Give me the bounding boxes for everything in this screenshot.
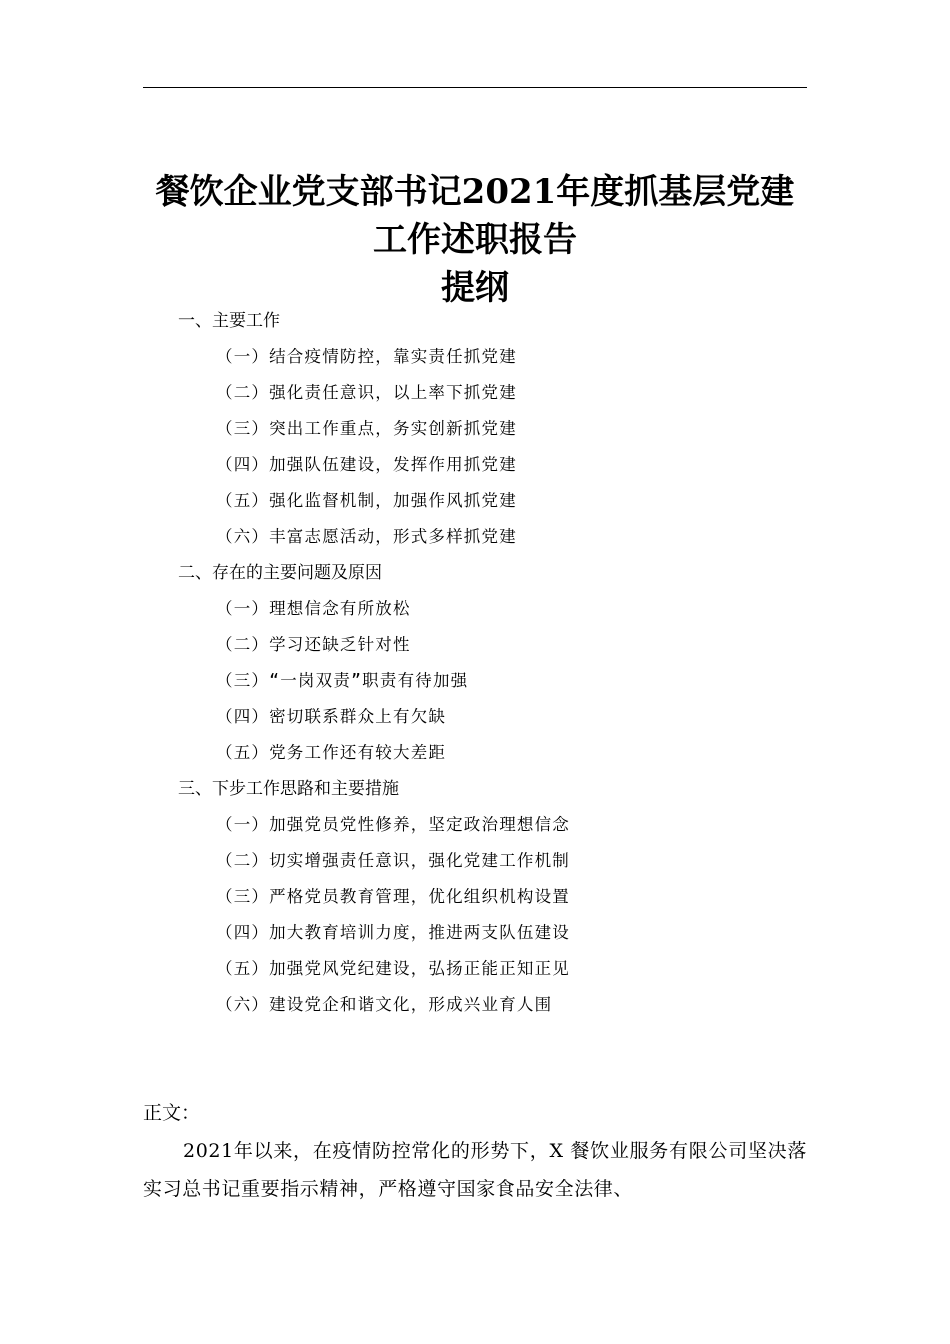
outline-item: （五）党务工作还有较大差距 [216, 743, 447, 762]
outline-item: （四）密切联系群众上有欠缺 [216, 707, 447, 726]
outline-item: （一）理想信念有所放松 [216, 599, 411, 618]
outline-item: （一）加强党员党性修养，坚定政治理想信念 [216, 815, 570, 834]
body-paragraph: 2021年以来，在疫情防控常化的形势下，X 餐饮业服务有限公司坚决落实习总书记重要指示精神，严格遵守国家食品安全法律、 [143, 1140, 807, 1200]
outline-item: （三）“一岗双责”职责有待加强 [216, 671, 469, 690]
outline-item: （二）切实增强责任意识，强化党建工作机制 [216, 851, 570, 870]
outline-item: （五）加强党风党纪建设，弘扬正能正知正见 [216, 959, 570, 978]
header-rule [143, 87, 807, 88]
outline-item: （四）加强队伍建设，发挥作用抓党建 [216, 455, 517, 474]
document-subtitle: 提纲 [441, 268, 509, 308]
outline-item: （一）结合疫情防控，靠实责任抓党建 [216, 347, 517, 366]
outline-item: （三）突出工作重点，务实创新抓党建 [216, 419, 517, 438]
outline-item: （六）丰富志愿活动，形式多样抓党建 [216, 527, 517, 546]
outline-item: （六）建设党企和谐文化，形成兴业育人围 [216, 995, 553, 1014]
outline-section-heading: 二、存在的主要问题及原因 [178, 563, 382, 583]
document-title-line-2: 工作述职报告 [373, 220, 577, 260]
outline-item: （三）严格党员教育管理，优化组织机构设置 [216, 887, 570, 906]
outline-section-heading: 三、下步工作思路和主要措施 [178, 779, 399, 799]
document-title-line-1: 餐饮企业党支部书记2021年度抓基层党建 [155, 172, 795, 212]
outline-item: （二）强化责任意识，以上率下抓党建 [216, 383, 517, 402]
outline-section-heading: 一、主要工作 [178, 311, 280, 331]
outline-item: （四）加大教育培训力度，推进两支队伍建设 [216, 923, 570, 942]
outline-item: （二）学习还缺乏针对性 [216, 635, 411, 654]
body-label: 正文： [143, 1102, 201, 1124]
outline-item: （五）强化监督机制，加强作风抓党建 [216, 491, 517, 510]
